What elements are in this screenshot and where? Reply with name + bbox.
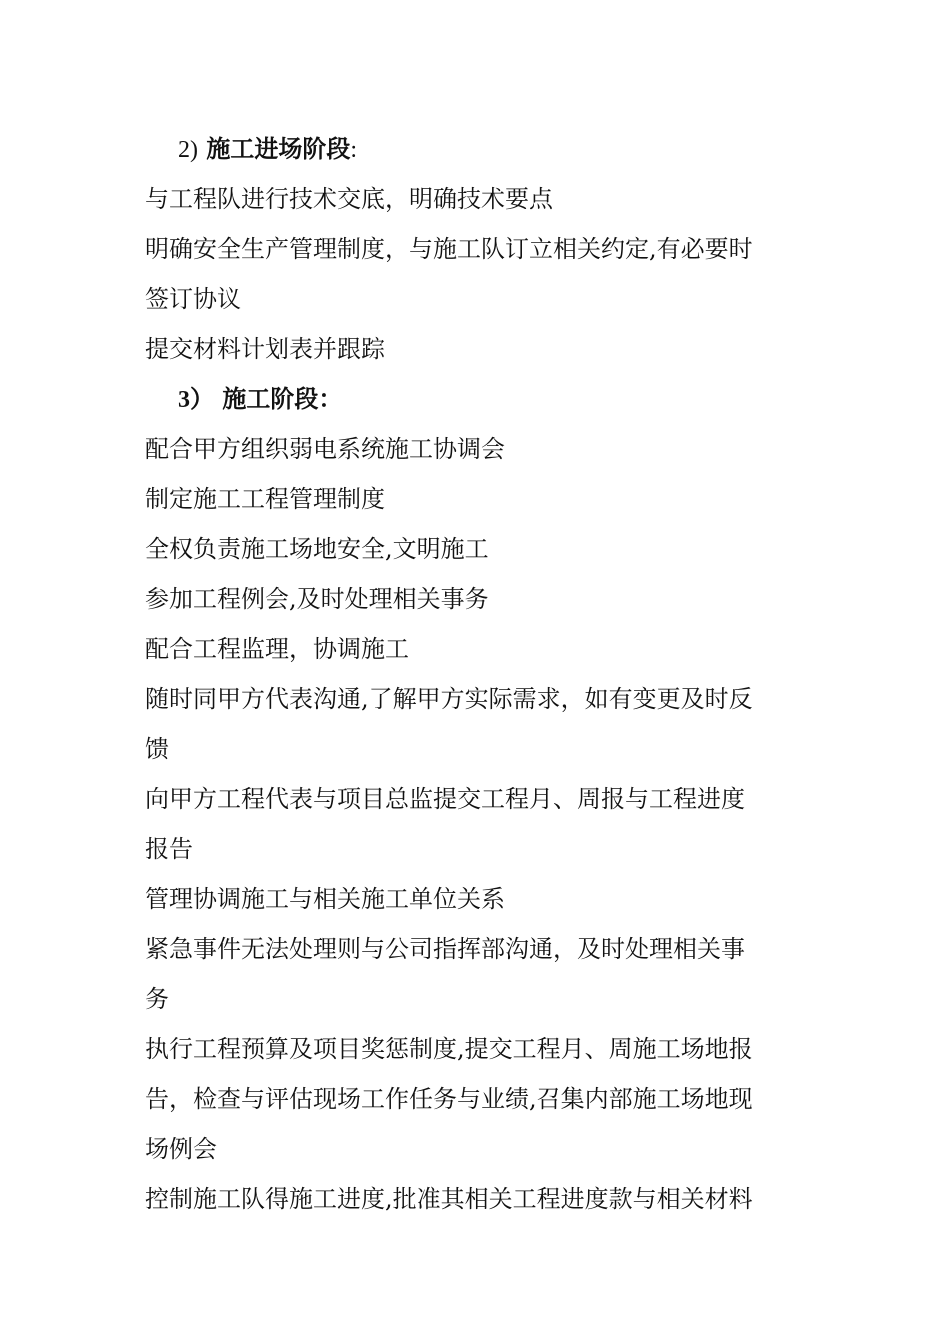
paragraph-line: 配合甲方组织弱电系统施工协调会	[145, 435, 505, 463]
section-2-number: 2)	[178, 137, 198, 163]
section-3-title: 施工阶段：	[222, 384, 343, 413]
paragraph-line: 执行工程预算及项目奖惩制度,提交工程月、周施工场地报	[145, 1035, 753, 1063]
paragraph-line: 场例会	[145, 1135, 217, 1163]
paragraph-line: 务	[145, 985, 169, 1013]
paragraph-line: 随时同甲方代表沟通,了解甲方实际需求，如有变更及时反	[145, 685, 753, 713]
section-2-title: 施工进场阶段	[206, 134, 351, 163]
paragraph-line: 馈	[145, 735, 169, 763]
paragraph-line: 告，检查与评估现场工作任务与业绩,召集内部施工场地现	[145, 1085, 753, 1113]
paragraph-line: 提交材料计划表并跟踪	[145, 335, 385, 363]
paragraph-line: 签订协议	[145, 285, 241, 313]
paragraph-line: 明确安全生产管理制度，与施工队订立相关约定,有必要时	[145, 235, 753, 263]
paragraph-line: 配合工程监理，协调施工	[145, 635, 409, 663]
paragraph-line: 全权负责施工场地安全,文明施工	[145, 535, 489, 563]
paragraph-line: 紧急事件无法处理则与公司指挥部沟通，及时处理相关事	[145, 935, 745, 963]
paragraph-line: 制定施工工程管理制度	[145, 485, 385, 513]
section-2-colon: :	[350, 137, 358, 163]
section-3-number: 3）	[178, 387, 214, 413]
paragraph-line: 控制施工队得施工进度,批准其相关工程进度款与相关材料	[145, 1185, 753, 1213]
paragraph-line: 向甲方工程代表与项目总监提交工程月、周报与工程进度	[145, 785, 745, 813]
paragraph-line: 参加工程例会,及时处理相关事务	[145, 585, 489, 613]
document-body	[145, 124, 813, 1224]
paragraph-line: 与工程队进行技术交底，明确技术要点	[145, 185, 553, 213]
section-3-heading	[145, 374, 813, 424]
paragraph-line: 管理协调施工与相关施工单位关系	[145, 885, 505, 913]
section-2-heading	[145, 124, 813, 174]
paragraph-line: 报告	[145, 835, 193, 863]
